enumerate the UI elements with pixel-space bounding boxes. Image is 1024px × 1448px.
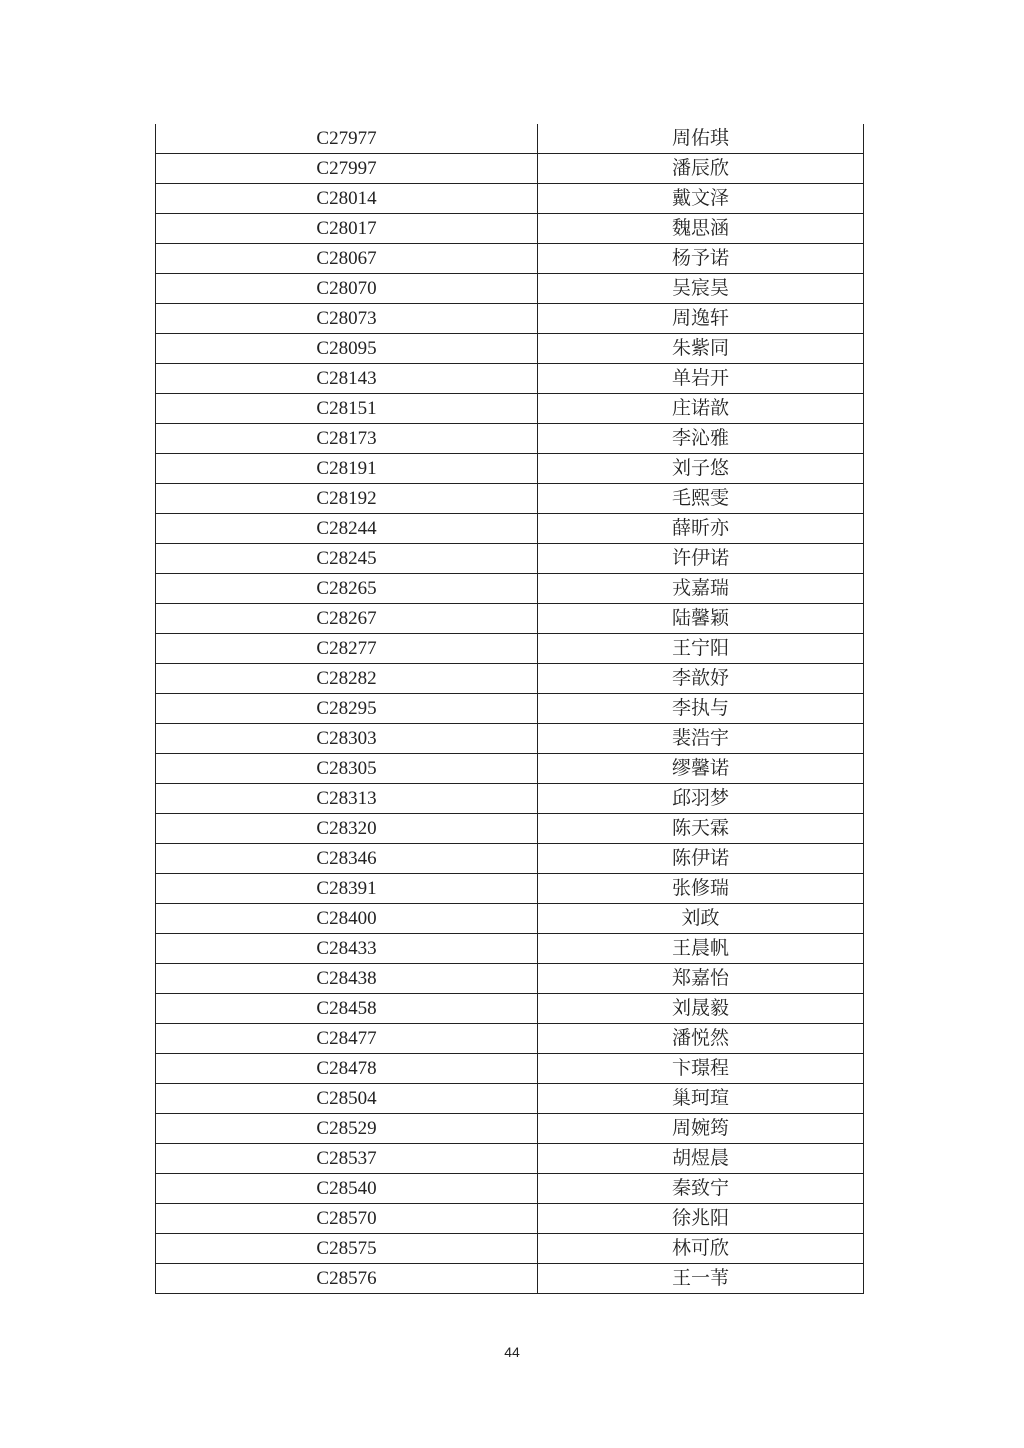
- table-row: [156, 664, 864, 694]
- student-name-cell: 王一苇: [538, 1264, 864, 1294]
- student-id-cell: C28438: [156, 964, 538, 994]
- table-row: [156, 364, 864, 394]
- student-name-cell: 潘辰欣: [538, 154, 864, 184]
- student-name-cell: 李沁雅: [538, 424, 864, 454]
- student-id-cell: C28391: [156, 874, 538, 904]
- student-id-cell: C28245: [156, 544, 538, 574]
- table-row: [156, 1234, 864, 1264]
- student-name-cell: 戴文泽: [538, 184, 864, 214]
- student-id-cell: C28067: [156, 244, 538, 274]
- student-id-cell: C28313: [156, 784, 538, 814]
- student-name-cell: 刘政: [538, 904, 864, 934]
- student-name-cell: 吴宸昊: [538, 274, 864, 304]
- table-row: [156, 1144, 864, 1174]
- table-row: [156, 424, 864, 454]
- student-name-cell: 邱羽梦: [538, 784, 864, 814]
- table-row: [156, 124, 864, 154]
- student-id-cell: C28192: [156, 484, 538, 514]
- student-id-cell: C28244: [156, 514, 538, 544]
- student-name-cell: 周逸轩: [538, 304, 864, 334]
- student-name-cell: 戎嘉瑞: [538, 574, 864, 604]
- table-row: [156, 214, 864, 244]
- student-name-cell: 胡煜晨: [538, 1144, 864, 1174]
- table-row: [156, 274, 864, 304]
- student-id-cell: C28267: [156, 604, 538, 634]
- student-id-cell: C28191: [156, 454, 538, 484]
- table-row: [156, 1084, 864, 1114]
- student-name-cell: 裴浩宇: [538, 724, 864, 754]
- table-row: [156, 934, 864, 964]
- table-row: [156, 1114, 864, 1144]
- student-id-cell: C28295: [156, 694, 538, 724]
- student-id-cell: C28151: [156, 394, 538, 424]
- page-number: 44: [504, 1344, 520, 1360]
- student-name-cell: 潘悦然: [538, 1024, 864, 1054]
- student-id-cell: C28478: [156, 1054, 538, 1084]
- table-row: [156, 1024, 864, 1054]
- student-id-cell: C28017: [156, 214, 538, 244]
- student-id-cell: C28346: [156, 844, 538, 874]
- student-name-cell: 薛昕亦: [538, 514, 864, 544]
- table-row: [156, 814, 864, 844]
- student-name-cell: 单岩开: [538, 364, 864, 394]
- roster-table: [155, 124, 864, 1294]
- student-name-cell: 王宁阳: [538, 634, 864, 664]
- table-row: [156, 694, 864, 724]
- student-name-cell: 庄诺歆: [538, 394, 864, 424]
- student-name-cell: 秦致宁: [538, 1174, 864, 1204]
- table-row: [156, 304, 864, 334]
- student-id-cell: C28570: [156, 1204, 538, 1234]
- table-row: [156, 334, 864, 364]
- table-row: [156, 634, 864, 664]
- student-name-cell: 卞璟程: [538, 1054, 864, 1084]
- student-id-cell: C28173: [156, 424, 538, 454]
- student-id-cell: C27997: [156, 154, 538, 184]
- student-name-cell: 周婉筠: [538, 1114, 864, 1144]
- table-row: [156, 844, 864, 874]
- student-name-cell: 毛熙雯: [538, 484, 864, 514]
- student-name-cell: 林可欣: [538, 1234, 864, 1264]
- student-name-cell: 朱紫同: [538, 334, 864, 364]
- table-row: [156, 244, 864, 274]
- student-name-cell: 刘子悠: [538, 454, 864, 484]
- table-row: [156, 1204, 864, 1234]
- table-row: [156, 874, 864, 904]
- student-id-cell: C28070: [156, 274, 538, 304]
- student-name-cell: 周佑琪: [538, 124, 864, 154]
- student-name-cell: 郑嘉怡: [538, 964, 864, 994]
- student-id-cell: C28014: [156, 184, 538, 214]
- table-row: [156, 154, 864, 184]
- table-row: [156, 1054, 864, 1084]
- student-name-cell: 许伊诺: [538, 544, 864, 574]
- table-row: [156, 394, 864, 424]
- student-id-cell: C28504: [156, 1084, 538, 1114]
- table-row: [156, 574, 864, 604]
- student-id-cell: C28529: [156, 1114, 538, 1144]
- student-id-cell: C28305: [156, 754, 538, 784]
- student-name-cell: 李执与: [538, 694, 864, 724]
- student-name-cell: 巢珂瑄: [538, 1084, 864, 1114]
- table-row: [156, 754, 864, 784]
- student-name-cell: 缪馨诺: [538, 754, 864, 784]
- student-name-cell: 陈天霖: [538, 814, 864, 844]
- student-id-cell: C28095: [156, 334, 538, 364]
- table-row: [156, 904, 864, 934]
- table-row: [156, 484, 864, 514]
- table-row: [156, 604, 864, 634]
- student-id-cell: C28400: [156, 904, 538, 934]
- student-id-cell: C28576: [156, 1264, 538, 1294]
- table-row: [156, 514, 864, 544]
- student-id-cell: C28540: [156, 1174, 538, 1204]
- student-id-cell: C28477: [156, 1024, 538, 1054]
- student-name-cell: 魏思涵: [538, 214, 864, 244]
- student-id-cell: C28303: [156, 724, 538, 754]
- table-row: [156, 1264, 864, 1294]
- student-id-cell: C28320: [156, 814, 538, 844]
- student-name-cell: 李歆妤: [538, 664, 864, 694]
- table-row: [156, 1174, 864, 1204]
- student-name-cell: 杨予诺: [538, 244, 864, 274]
- student-name-cell: 徐兆阳: [538, 1204, 864, 1234]
- student-id-cell: C28143: [156, 364, 538, 394]
- roster-table-body: [156, 124, 864, 1294]
- student-name-cell: 陈伊诺: [538, 844, 864, 874]
- student-name-cell: 刘晟毅: [538, 994, 864, 1024]
- student-id-cell: C28458: [156, 994, 538, 1024]
- student-name-cell: 陆馨颖: [538, 604, 864, 634]
- student-id-cell: C28433: [156, 934, 538, 964]
- table-row: [156, 724, 864, 754]
- student-id-cell: C28575: [156, 1234, 538, 1264]
- student-id-cell: C28282: [156, 664, 538, 694]
- student-name-cell: 张修瑞: [538, 874, 864, 904]
- student-id-cell: C28073: [156, 304, 538, 334]
- table-row: [156, 964, 864, 994]
- table-row: [156, 544, 864, 574]
- student-id-cell: C28537: [156, 1144, 538, 1174]
- student-name-cell: 王晨帆: [538, 934, 864, 964]
- table-row: [156, 784, 864, 814]
- student-id-cell: C28265: [156, 574, 538, 604]
- table-row: [156, 994, 864, 1024]
- table-row: [156, 454, 864, 484]
- student-id-cell: C28277: [156, 634, 538, 664]
- student-id-cell: C27977: [156, 124, 538, 154]
- table-row: [156, 184, 864, 214]
